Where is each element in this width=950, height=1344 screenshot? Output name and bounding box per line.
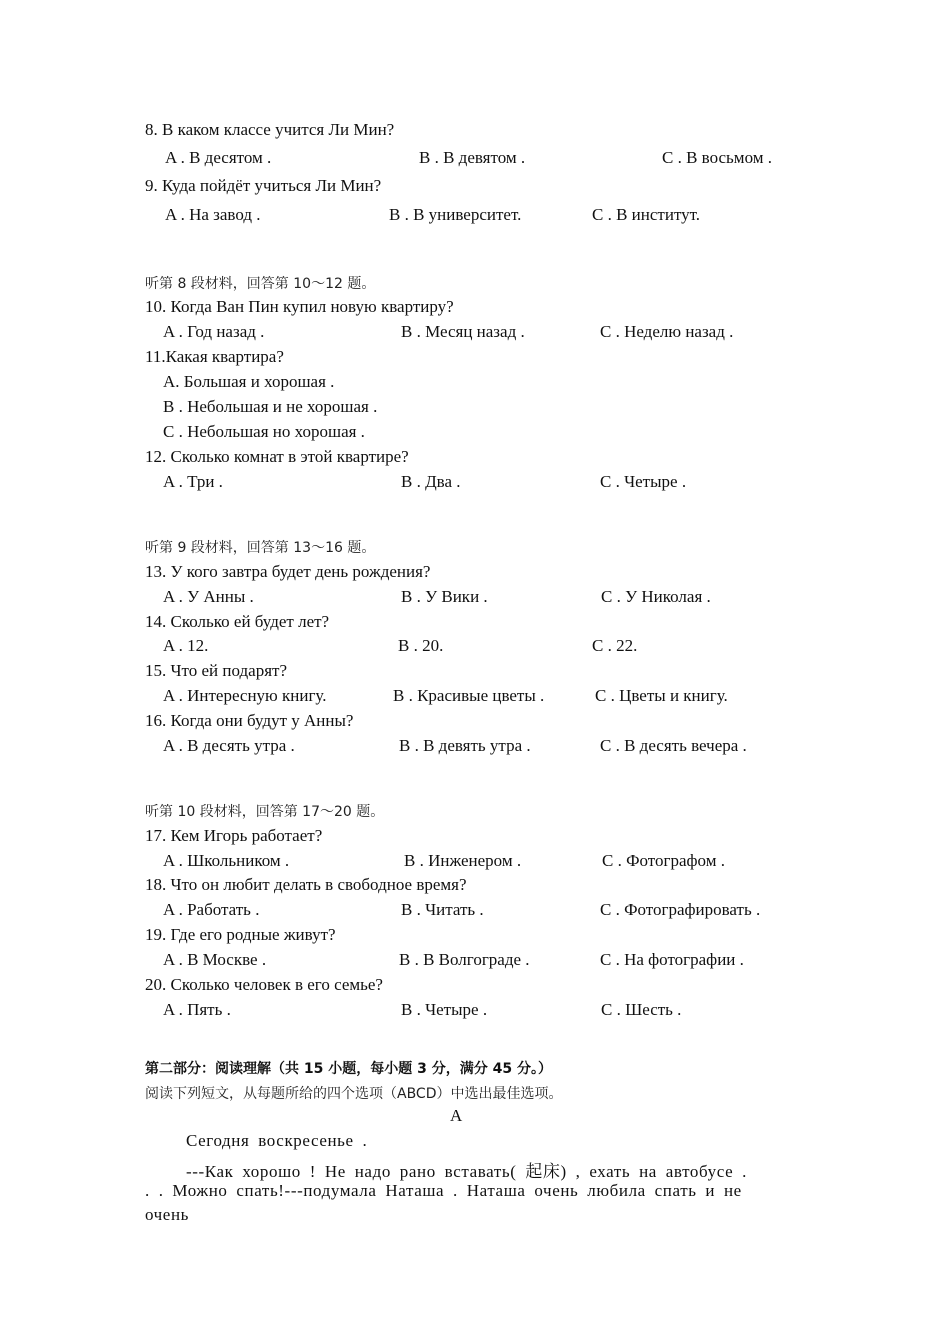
question-16: 16. Когда они будут у Анны? xyxy=(145,711,354,730)
question-19: 19. Где его родные живут? xyxy=(145,925,336,944)
q16-option-b: B . В девять утра . xyxy=(399,736,531,755)
question-15: 15. Что ей подарят? xyxy=(145,661,287,680)
question-12: 12. Сколько комнат в этой квартире? xyxy=(145,447,409,466)
q17-option-b: B . Инженером . xyxy=(404,851,522,870)
q20-option-a: A . Пять . xyxy=(163,1000,231,1019)
q14-option-b: B . 20. xyxy=(398,636,444,655)
q20-option-b: B . Четыре . xyxy=(401,1000,488,1019)
q11-option-a: A. Большая и хорошая . xyxy=(163,372,335,391)
question-8: 8. В каком классе учится Ли Мин? xyxy=(145,120,395,139)
q13-option-b: B . У Вики . xyxy=(401,587,488,606)
part2-heading: 第二部分：阅读理解（共 15 小题，每小题 3 分，满分 45 分。） xyxy=(145,1061,552,1077)
q18-option-b: B . Читать . xyxy=(401,900,484,919)
part2-instruction: 阅读下列短文，从每题所给的四个选项（ABCD）中选出最佳选项。 xyxy=(145,1086,563,1102)
story-line-2: ---Как хорошо ! Не надо рано вставать( 起床) , ехать на автобусе . xyxy=(186,1162,747,1181)
q10-option-a: A . Год назад . xyxy=(163,322,265,341)
story-line-4: очень xyxy=(145,1205,190,1224)
q20-option-c: C . Шесть . xyxy=(601,1000,682,1019)
q9-option-a: A . На завод . xyxy=(165,205,261,224)
q11-option-c: C . Небольшая но хорошая . xyxy=(163,422,365,441)
q18-option-c: C . Фотографировать . xyxy=(600,900,761,919)
q12-option-a: A . Три . xyxy=(163,472,223,491)
q9-option-b: B . В университет. xyxy=(389,205,522,224)
q19-option-b: B . В Волгограде . xyxy=(399,950,530,969)
question-11: 11.Какая квартира? xyxy=(145,347,284,366)
q15-option-c: C . Цветы и книгу. xyxy=(595,686,728,705)
question-17: 17. Кем Игорь работает? xyxy=(145,826,323,845)
q16-option-a: A . В десять утра . xyxy=(163,736,295,755)
question-18: 18. Что он любит делать в свободное время? xyxy=(145,875,467,894)
passage-10-instruction: 听第 10 段材料，回答第 17～20 题。 xyxy=(145,804,385,820)
question-9: 9. Куда пойдёт учиться Ли Мин? xyxy=(145,176,382,195)
passage-9-instruction: 听第 9 段材料，回答第 13～16 题。 xyxy=(145,540,376,556)
q8-option-a: A . В десятом . xyxy=(165,148,272,167)
q18-option-a: A . Работать . xyxy=(163,900,260,919)
q10-option-c: C . Неделю назад . xyxy=(600,322,734,341)
q15-option-b: B . Красивые цветы . xyxy=(393,686,545,705)
story-line-3: . . Можно спать!---подумала Наташа . Наташа очень любила спать и не xyxy=(145,1181,742,1200)
question-13: 13. У кого завтра будет день рождения? xyxy=(145,562,431,581)
q19-option-c: C . На фотографии . xyxy=(600,950,744,969)
q14-option-a: A . 12. xyxy=(163,636,209,655)
q17-option-c: C . Фотографом . xyxy=(602,851,725,870)
q9-option-c: C . В институт. xyxy=(592,205,701,224)
story-line-1: Сегодня воскресенье . xyxy=(186,1131,368,1150)
q13-option-c: C . У Николая . xyxy=(601,587,711,606)
question-10: 10. Когда Ван Пин купил новую квартиру? xyxy=(145,297,454,316)
q12-option-b: B . Два . xyxy=(401,472,461,491)
q15-option-a: A . Интересную книгу. xyxy=(163,686,327,705)
q11-option-b: B . Небольшая и не хорошая . xyxy=(163,397,378,416)
q8-option-b: B . В девятом . xyxy=(419,148,526,167)
q8-option-c: C . В восьмом . xyxy=(662,148,773,167)
q13-option-a: A . У Анны . xyxy=(163,587,254,606)
q12-option-c: C . Четыре . xyxy=(600,472,687,491)
q16-option-c: C . В десять вечера . xyxy=(600,736,747,755)
q10-option-b: B . Месяц назад . xyxy=(401,322,525,341)
question-20: 20. Сколько человек в его семье? xyxy=(145,975,383,994)
passage-8-instruction: 听第 8 段材料，回答第 10～12 题。 xyxy=(145,276,376,292)
q19-option-a: A . В Москве . xyxy=(163,950,267,969)
question-14: 14. Сколько ей будет лет? xyxy=(145,612,330,631)
q14-option-c: C . 22. xyxy=(592,636,638,655)
q17-option-a: A . Школьником . xyxy=(163,851,290,870)
section-letter: A xyxy=(450,1106,463,1125)
